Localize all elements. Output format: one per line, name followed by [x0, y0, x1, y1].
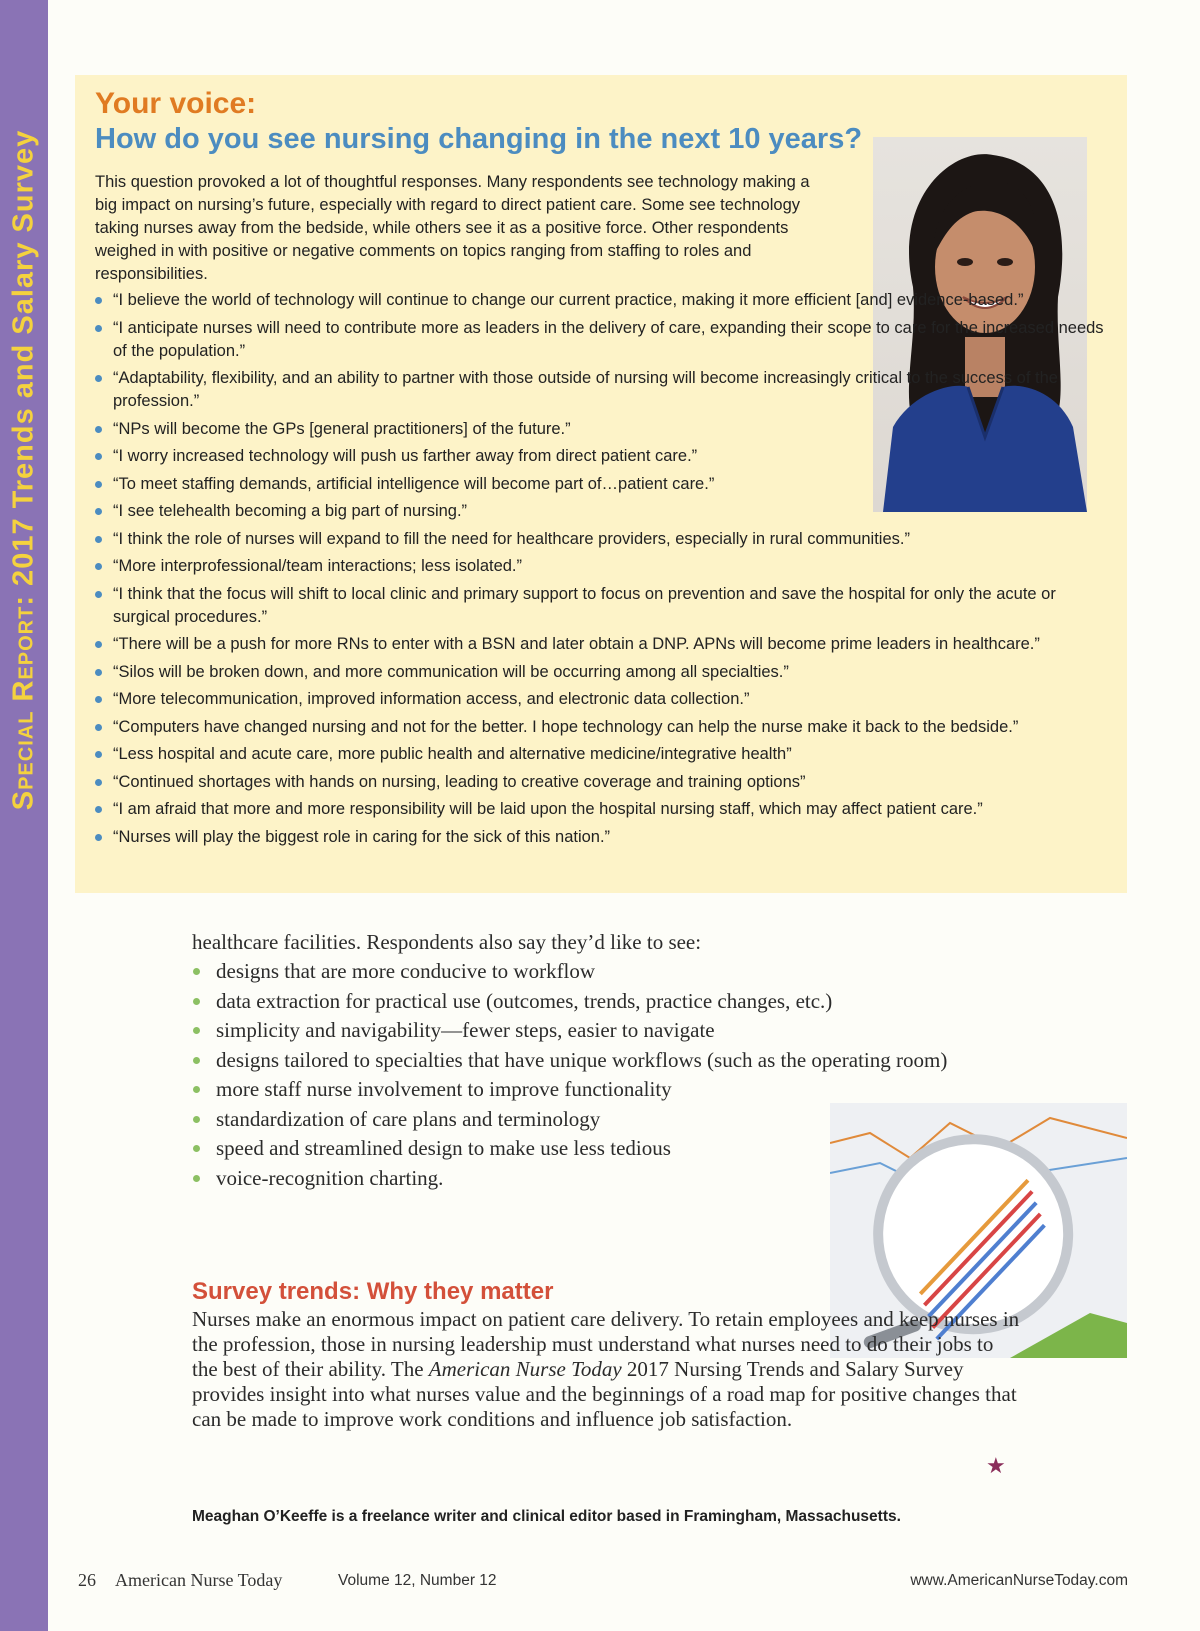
want-text: designs tailored to specialties that have unique workflows (such as the operating room) [216, 1047, 948, 1072]
quote-text: “I anticipate nurses will need to contribute more as leaders in the delivery of care, expanding their scope to care for the increased needs of the population.” [113, 318, 1104, 360]
bullet-icon [193, 1145, 200, 1152]
quote-item [93, 826, 1113, 849]
want-text: designs that are more conducive to workflow [216, 959, 596, 983]
want-item [192, 989, 1022, 1014]
page-number: 26 [78, 1570, 96, 1590]
bullet-icon [193, 1027, 200, 1034]
bullet-icon [95, 536, 102, 543]
want-text: more staff nurse involvement to improve functionality [216, 1077, 672, 1101]
quote-item [93, 743, 1113, 766]
end-of-article-star-icon: ★ [986, 1453, 1006, 1478]
bullet-icon [95, 508, 102, 515]
want-text: voice-recognition charting. [216, 1165, 444, 1190]
volume-info: Volume 12, Number 12 [338, 1572, 497, 1589]
quote-text: “There will be a push for more RNs to enter with a BSN and later obtain a DNP. APNs will become prime leaders in healthcare.” [113, 635, 1040, 653]
section-label: Special Report: [7, 595, 40, 811]
want-text: simplicity and navigability—fewer steps, easier to navigate [216, 1018, 715, 1042]
bullet-icon [193, 998, 200, 1005]
quote-item [93, 583, 1113, 629]
voice-question: How do you see nursing changing in the next 10 years? [95, 123, 863, 155]
quote-text: “I think that the focus will shift to local clinic and primary support to focus on prevention and save the hospital for only the acute or surgical procedures.” [113, 584, 1056, 626]
bullet-icon [95, 297, 102, 304]
quote-list [93, 289, 1113, 853]
quote-item [93, 555, 1113, 578]
bullet-icon [95, 834, 102, 841]
quote-item [93, 317, 1113, 363]
body-lead: healthcare facilities. Respondents also say they’d like to see: [192, 930, 702, 954]
quote-item [93, 500, 1113, 523]
quote-item [93, 528, 1113, 551]
quote-item [93, 688, 1113, 711]
bullet-icon [95, 481, 102, 488]
magazine-title-italic: American Nurse Today [428, 1357, 622, 1381]
quote-item [93, 661, 1113, 684]
bullet-icon [95, 641, 102, 648]
trends-text-part1: Nurses make an enormous impact on patient care delivery. To retain employees and keep nurses in the profession, those in nursing leadership must understand what nurses need to do their jobs to the best of their ability. The [192, 1307, 1020, 1381]
website-link[interactable]: www.AmericanNurseToday.com [910, 1572, 1128, 1589]
magazine-name: American Nurse Today [115, 1570, 283, 1590]
quote-text: “More telecommunication, improved information access, and electronic data collection.” [113, 690, 750, 708]
bullet-icon [95, 591, 102, 598]
quote-text: “Adaptability, flexibility, and an ability to partner with those outside of nursing will become increasingly critical to the success of the profession.” [113, 369, 1058, 410]
quote-item [93, 418, 1113, 441]
bullet-icon [95, 779, 102, 786]
quote-text: “Continued shortages with hands on nursing, leading to creative coverage and training options” [113, 772, 806, 791]
quote-text: “I see telehealth becoming a big part of nursing.” [113, 502, 468, 520]
trends-text-part2: 2017 Nursing Trends and Salary Survey provides insight into what nurses value and the beginnings of a road map for positive changes that can be made to improve work conditions and influence job satisfaction. [192, 1357, 1017, 1431]
section-title [8, 130, 41, 811]
want-item [192, 1077, 1022, 1102]
quote-item [93, 289, 1113, 312]
quote-item [93, 798, 1113, 821]
quote-item [93, 633, 1113, 656]
quote-item [93, 771, 1113, 794]
bullet-icon [193, 968, 200, 975]
bullet-icon [193, 1086, 200, 1093]
quote-text: “Nurses will play the biggest role in caring for the sick of this nation.” [113, 827, 611, 846]
quote-text: “NPs will become the GPs [general practitioners] of the future.” [113, 419, 571, 438]
quote-item [93, 473, 1113, 496]
bullet-icon [95, 426, 102, 433]
want-text: speed and streamlined design to make use less tedious [216, 1136, 671, 1160]
bullet-icon [95, 724, 102, 731]
quote-text: “I worry increased technology will push us farther away from direct patient care.” [113, 447, 698, 465]
want-item [192, 1018, 1022, 1043]
quote-text: “More interprofessional/team interactions; less isolated.” [113, 557, 523, 575]
survey-trends-paragraph [192, 1307, 1022, 1432]
side-band [0, 0, 48, 1631]
bullet-icon [95, 806, 102, 813]
survey-trends-heading: Survey trends: Why they matter [192, 1278, 554, 1305]
bullet-icon [95, 751, 102, 758]
quote-item [93, 445, 1113, 468]
quote-text: “Computers have changed nursing and not for the better. I hope technology can help the nurse make it back to the bedside.” [113, 717, 1019, 736]
bullet-icon [95, 696, 102, 703]
bullet-icon [193, 1175, 200, 1182]
want-item [192, 959, 1022, 984]
bullet-icon [95, 453, 102, 460]
bullet-icon [193, 1057, 200, 1064]
voice-heading: Your voice: [95, 87, 257, 120]
bullet-icon [193, 1116, 200, 1123]
bullet-icon [95, 669, 102, 676]
quote-text: “I am afraid that more and more responsibility will be laid upon the hospital nursing staff, which may affect patient care.” [113, 800, 983, 818]
author-byline: Meaghan O’Keeffe is a freelance writer and clinical editor based in Framingham, Massachusetts. [192, 1508, 901, 1525]
quote-text: “To meet staffing demands, artificial intelligence will become part of…patient care.” [113, 474, 715, 493]
bullet-icon [95, 563, 102, 570]
want-text: standardization of care plans and terminology [216, 1106, 601, 1131]
want-item [192, 1048, 1022, 1073]
page-footer [78, 1570, 1128, 1596]
quote-text: “I believe the world of technology will continue to change our current practice, making it more efficient [and] evidence-based.” [113, 291, 1024, 309]
quote-text: “I think the role of nurses will expand to fill the need for healthcare providers, especially in rural communities.” [113, 529, 910, 548]
voice-intro: This question provoked a lot of thoughtful responses. Many respondents see technology making a big impact on nursing’s future, especially with regard to direct patient care. Some see technology taking nurses away from the bedside, while others see it as a positive force. Other respondents weighed in with positive or negative comments on topics ranging from staffing to roles and responsibilities. [95, 173, 810, 283]
quote-item [93, 367, 1113, 413]
quote-text: “Silos will be broken down, and more communication will be occurring among all specialties.” [113, 662, 789, 681]
your-voice-sidebar [75, 75, 1127, 893]
bullet-icon [95, 375, 102, 382]
bullet-icon [95, 325, 102, 332]
section-name: 2017 Trends and Salary Survey [7, 129, 40, 586]
want-text: data extraction for practical use (outcomes, trends, practice changes, etc.) [216, 988, 833, 1013]
quote-text: “Less hospital and acute care, more public health and alternative medicine/integrative health” [113, 745, 792, 763]
quote-item [93, 716, 1113, 739]
